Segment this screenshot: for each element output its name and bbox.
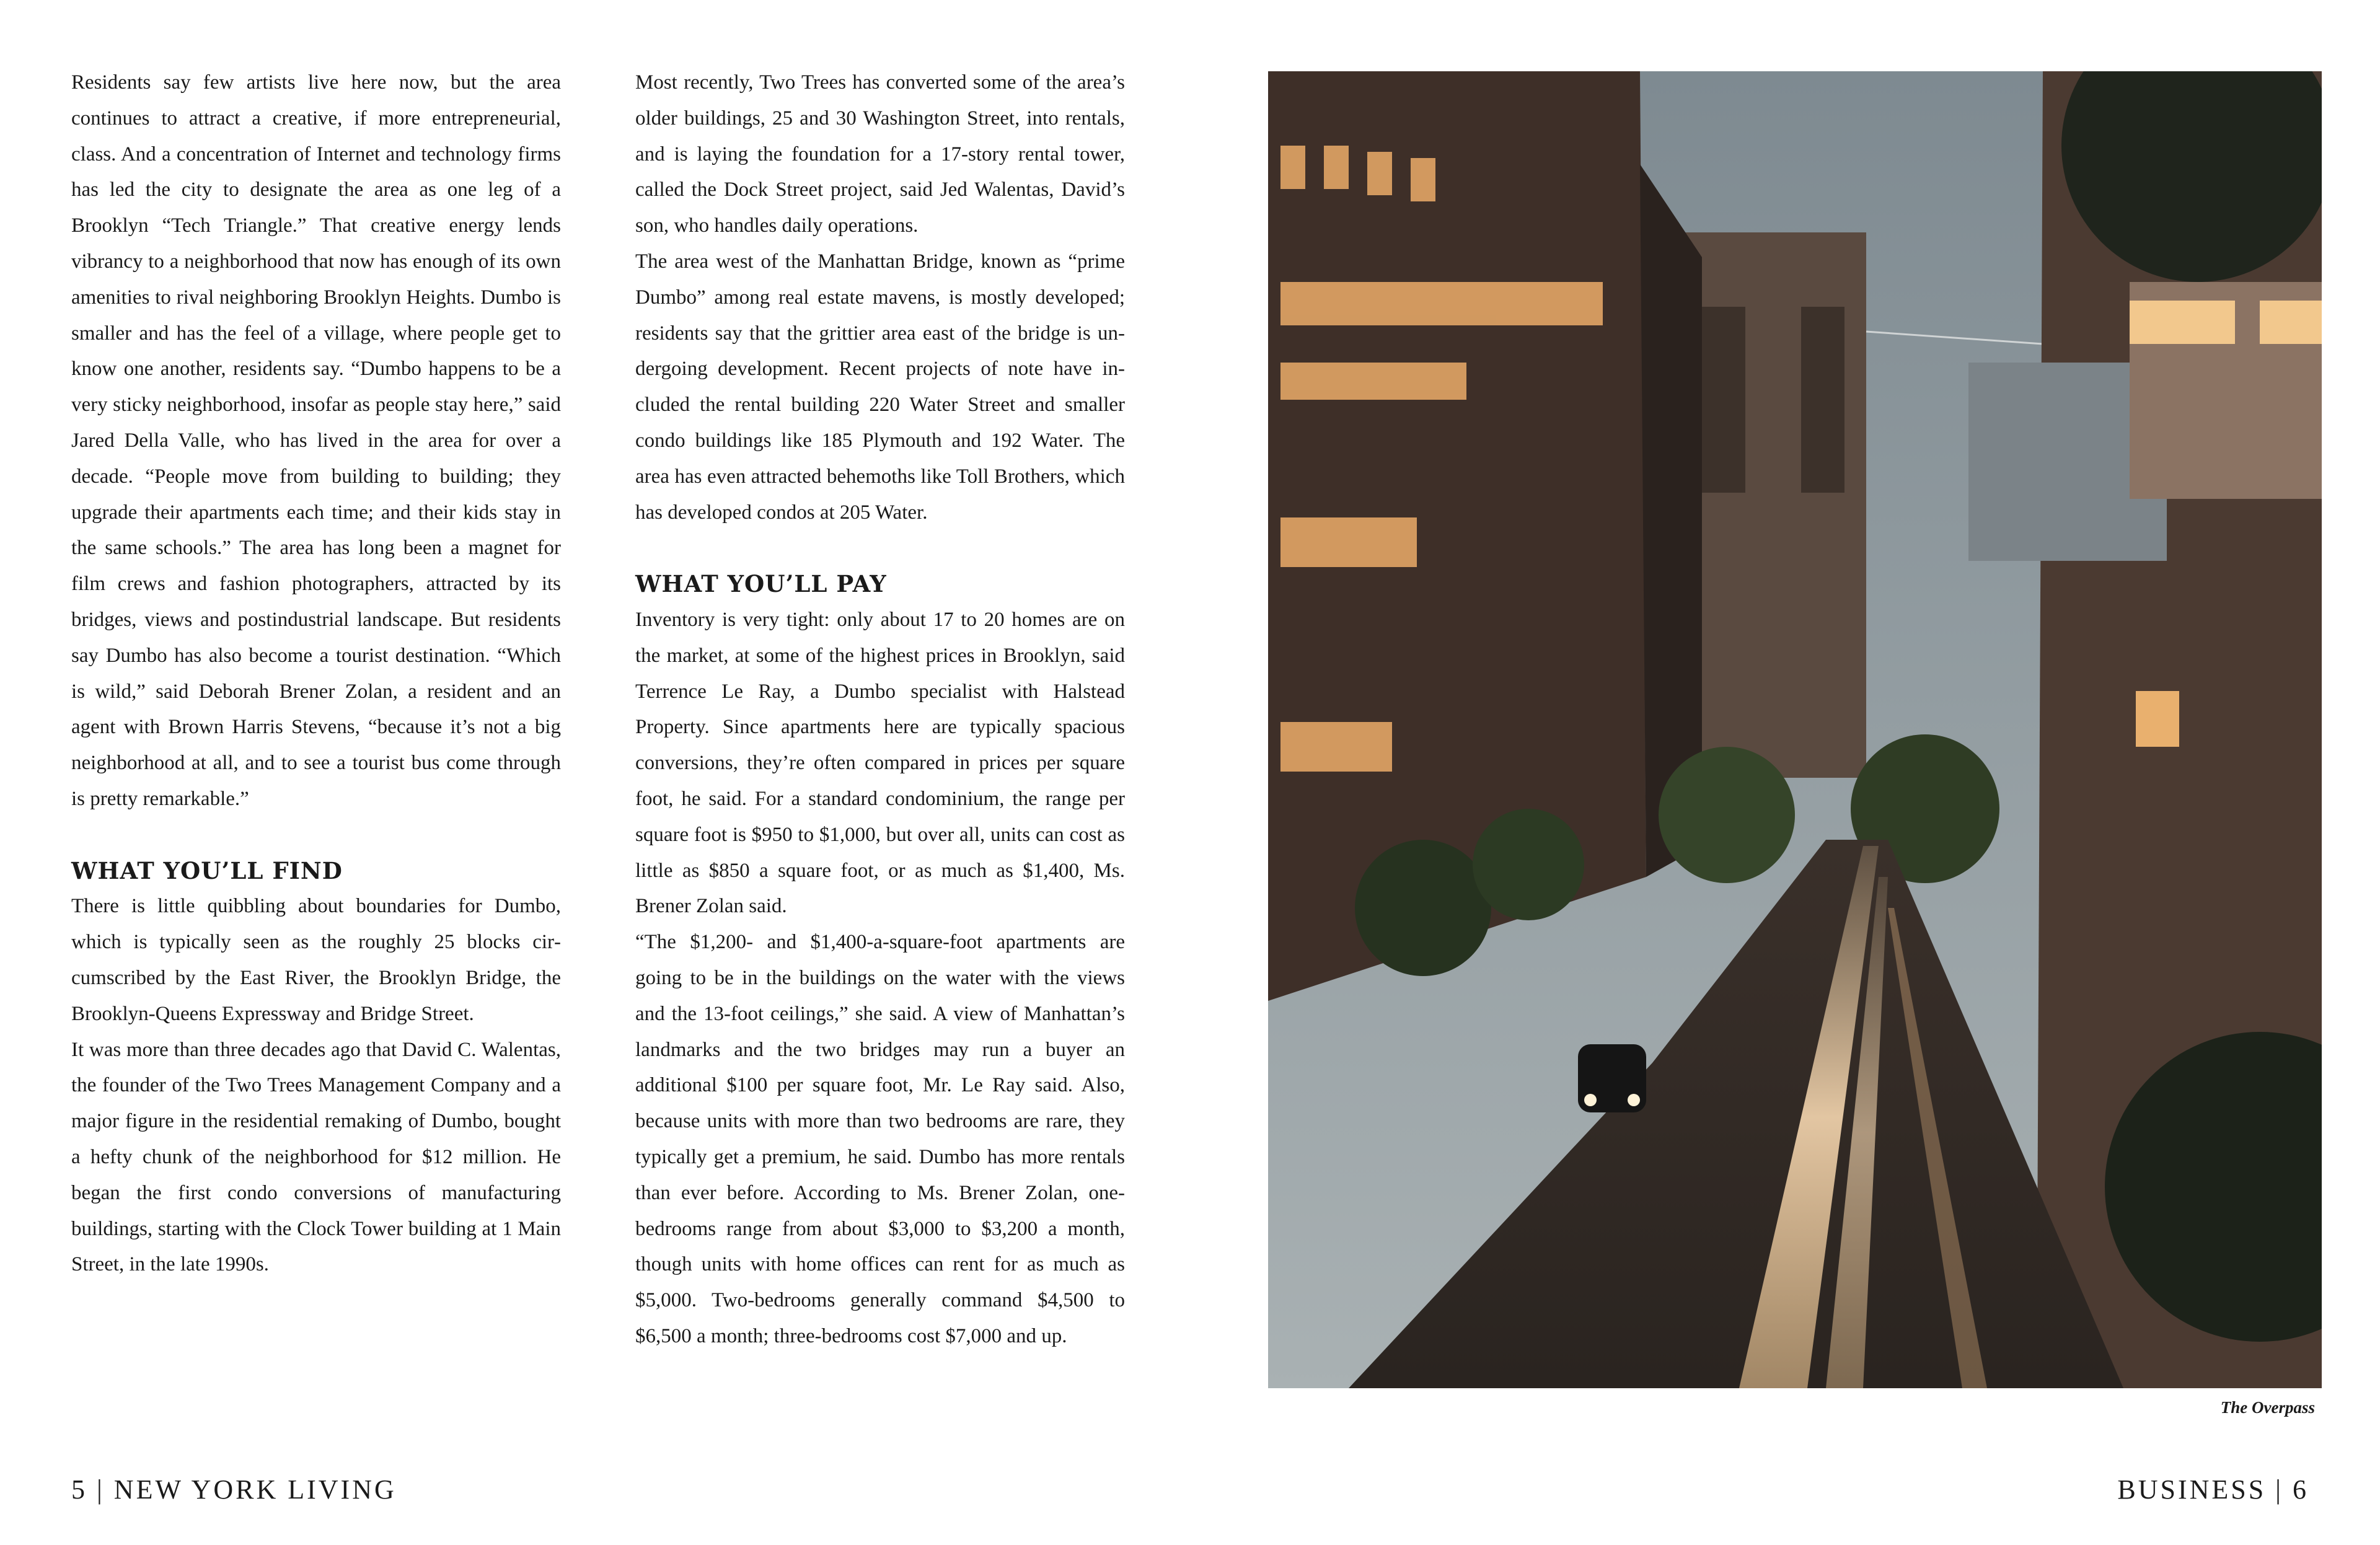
intro-paragraph: Residents say few artists live here now, but the area continues to attract a creative, if more entrepreneurial, class. And a concentration of Internet and technology firms has led the city to designate the area as one leg of a Brooklyn “Tech Triangle.” That creative energy lends vibrancy to a neighborhood that now has enough of its own amenities to rival neighboring Brooklyn Heights. Dumbo is smaller and has the feel of a village, where people get to know one another, residents say. “Dumbo happens to be a very sticky neighborhood, insofar as people stay here,” said Jared Della Valle, who has lived in the area for over a decade. “People move from building to building; they upgrade their apartments each time; and their kids stay in the same schools.” The area has long been a magnet for film crews and fashion photographers, attracted by its bridges, views and postindustrial landscape. But residents say Dumbo has also become a tourist destination. “Which is wild,” said Deborah Brener Zolan, a resident and an agent with Brown Harris Stevens, “because it’s not a big neighborhood at all, and to see a tourist bus come through is pretty remarkable.” [71, 71, 561, 810]
find-paragraph-1: There is little quibbling about boundaries for Dumbo, which is typically seen as the roughly 25 blocks circumscribed by the East River, the Brooklyn Bridge, the Brooklyn-Queens Expressway and Bridge Street. [71, 895, 561, 1025]
footer-right-folio: BUSINESS | 6 [2117, 1474, 2309, 1505]
footer-left-folio: 5 | NEW YORK LIVING [71, 1474, 397, 1505]
street-photo [1268, 71, 2322, 1388]
recent-paragraph: Most recently, Two Trees has converted some of the area’s older buildings, 25 and 30 Washington Street, into rentals, and is laying the foundation for a 17-story rental tower, called the Dock Street project, said Jed Walentas, David’s son, who handles daily operations. [635, 71, 1125, 237]
west-bridge-paragraph: The area west of the Manhattan Bridge, known as “prime Dumbo” among real estate mavens, is mostly developed; residents say that the grittier area east of the bridge is undergoing development. Recent projects of note have included the rental building 220 Water Street and smaller condo buildings like 185 Plymouth and 192 Water. The area has even attracted behemoths like Toll Brothers, which has developed condos at 205 Water. [635, 250, 1125, 524]
section-heading-pay: WHAT YOU’LL PAY [635, 570, 887, 598]
article-column-left [71, 65, 561, 1283]
street-photo-illustration [1268, 71, 2322, 1388]
find-paragraph-2: It was more than three decades ago that David C. Walentas, the founder of the Two Trees Management Company and a major figure in the residential remaking of Dumbo, bought a hefty chunk of the neighborhood for $12 million. He began the first condo conversions of manufacturing buildings, starting with the Clock Tower building at 1 Main Street, in the late 1990s. [71, 1038, 561, 1276]
pay-paragraph-2: “The $1,200- and $1,400-a-square-foot apartments are going to be in the buildings on the water with the views and the 13-foot ceilings,” she said. A view of Manhattan’s landmarks and the two bridges may run a buyer an additional $100 per square foot, Mr. Le Ray said. Also, because units with more than two bedrooms are rare, they typically get a premium, he said. Dumbo has more rentals than ever before. According to Ms. Brener Zolan, one-bedrooms range from about $3,000 to $3,200 a month, though units with home offices can rent for as much as $5,000. Two-bedrooms generally command $4,500 to $6,500 a month; three-bedrooms cost $7,000 and up. [635, 931, 1125, 1347]
pay-paragraph-1: Inventory is very tight: only about 17 to 20 homes are on the market, at some of the highest prices in Brooklyn, said Terrence Le Ray, a Dumbo specialist with Halstead Property. Since apartments here are typically spacious conversions, they’re often compared in prices per square foot, he said. For a standard condominium, the range per square foot is $950 to $1,000, but over all, units can cost as little as $850 a square foot, or as much as $1,400, Ms. Brener Zolan said. [635, 608, 1125, 918]
section-heading-find: WHAT YOU’LL FIND [71, 856, 343, 884]
article-column-right [635, 65, 1125, 1355]
photo-caption: The Overpass [2220, 1398, 2315, 1417]
